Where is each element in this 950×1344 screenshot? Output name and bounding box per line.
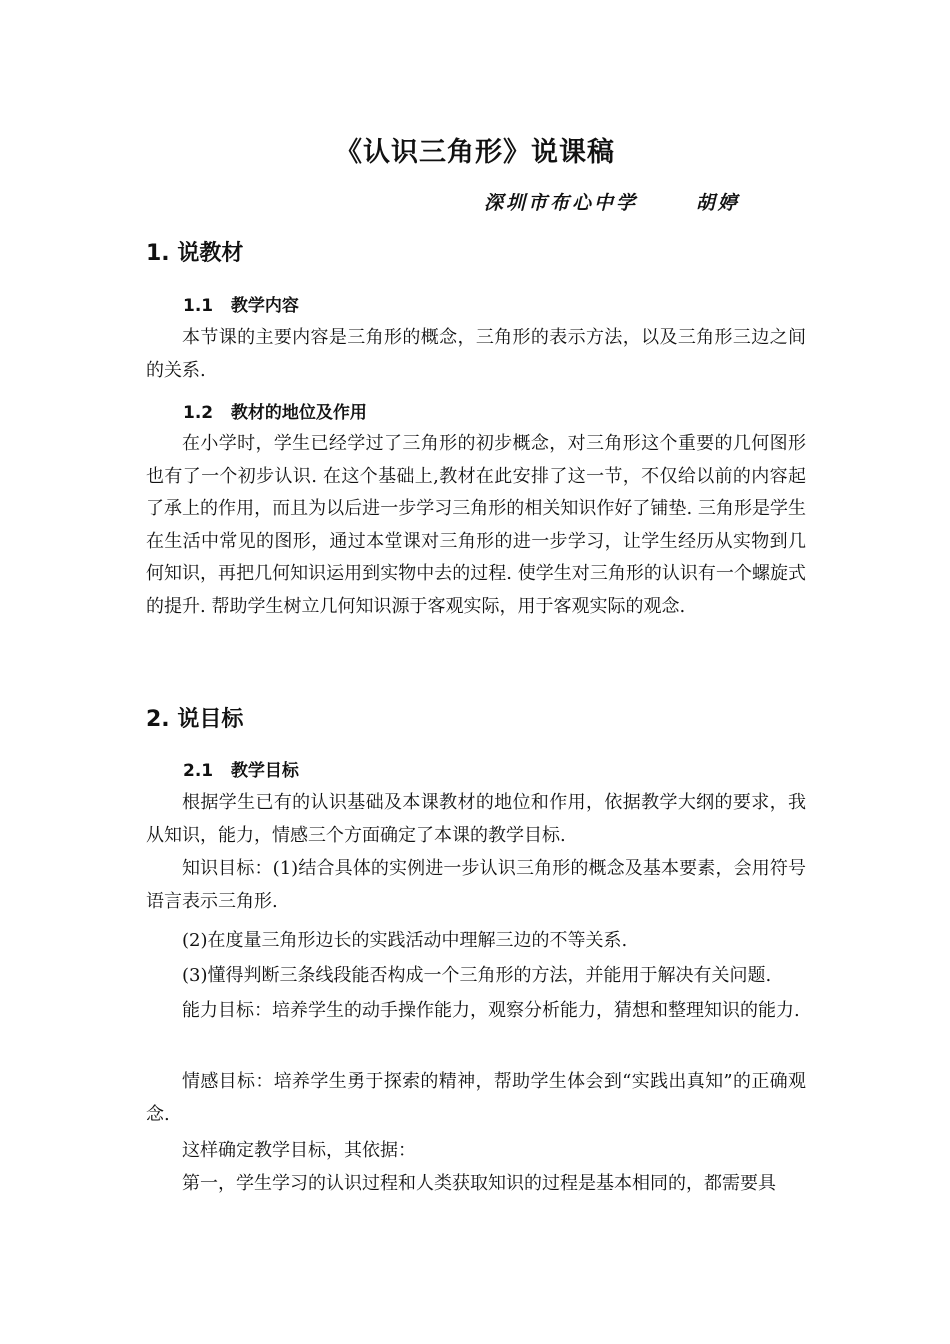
paragraph-2-1-b: 知识目标：(1)结合具体的实例进一步认识三角形的概念及基本要素，会用符号语言表示三角形.	[146, 858, 806, 912]
paragraph-2-1-d: (3)懂得判断三条线段能否构成一个三角形的方法，并能用于解决有关问题.	[182, 965, 772, 986]
paragraph-2-1-h: 第一，学生学习的认识过程和人类获取知识的过程是基本相同的，都需要具	[182, 1173, 776, 1194]
paragraph-1-2: 在小学时，学生已经学过了三角形的初步概念，对三角形这个重要的几何图形也有了一个初步认识. 在这个基础上,教材在此安排了这一节，不仅给以前的内容起了承上的作用，而且为以后进一步学习三角形的相关知识作好了铺垫. 三角形是学生在生活中常见的图形，通过本堂课对三角形的进一步学习，让学生经历从实物到几何知识，再把几何知识运用到实物中去的过程. 使学生对三角形的认识有一个螺旋式的提升. 帮助学生树立几何知识源于客观实际，用于客观实际的观念.	[146, 433, 806, 617]
subsection-1-1-heading: 1.1 教学内容	[183, 296, 299, 316]
subsection-1-2-heading: 1.2 教材的地位及作用	[183, 403, 367, 423]
paragraph-2-1-f: 情感目标：培养学生勇于探索的精神，帮助学生体会到“实践出真知”的正确观念.	[146, 1071, 806, 1125]
document-title: 《认识三角形》说课稿	[335, 137, 615, 168]
author-line: 深圳市布心中学 胡婷	[484, 192, 740, 214]
paragraph-2-1-c: (2)在度量三角形边长的实践活动中理解三边的不等关系.	[182, 930, 628, 951]
paragraph-1-1: 本节课的主要内容是三角形的概念，三角形的表示方法，以及三角形三边之间的关系.	[146, 327, 806, 381]
section-1-heading: 1. 说教材	[146, 241, 244, 266]
paragraph-2-1-g: 这样确定教学目标，其依据：	[182, 1140, 416, 1161]
paragraph-2-1-e: 能力目标：培养学生的动手操作能力，观察分析能力，猜想和整理知识的能力.	[182, 1000, 800, 1021]
subsection-2-1-heading: 2.1 教学目标	[183, 761, 299, 781]
paragraph-2-1-a: 根据学生已有的认识基础及本课教材的地位和作用，依据教学大纲的要求，我从知识，能力，情感三个方面确定了本课的教学目标.	[146, 792, 806, 846]
section-2-heading: 2. 说目标	[146, 707, 244, 732]
